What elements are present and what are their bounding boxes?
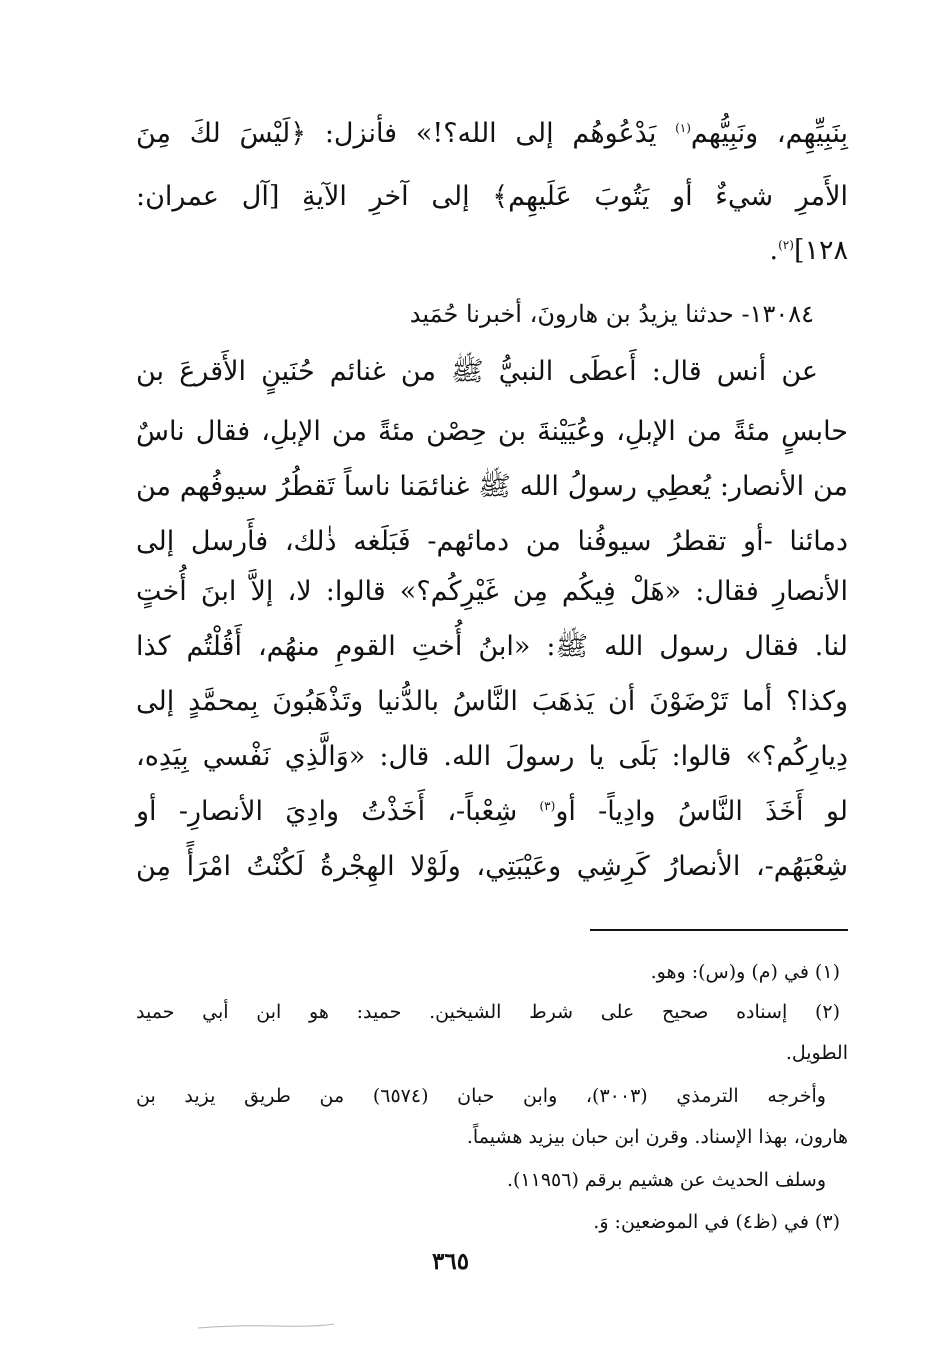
line-end-period: . [769,235,779,266]
hadith-line-6: لنا. فقال رسول الله ﷺ: «ابنُ أُختِ القومِ منهُم، أَقُلْتُم كذا [136,631,848,662]
body-line-1 [136,120,848,147]
hadith-line-9-part-a: لو أَخَذَ النَّاسُ وادِياً- أو [555,796,848,827]
hadith-line-7: وكذا؟ أما تَرْضَوْنَ أن يَذهَبَ النَّاسُ بالدُّنيا وتَذْهَبُونَ بِمحمَّدٍ إلى [136,686,848,717]
footnote-ref-2: (٢) [778,238,794,252]
body-line-1-text: بِنَبِيِّهِم، ونَبِيُّهم [690,118,848,149]
footnote-2-continued: الطويل. [785,1042,848,1064]
verse-reference: ١٢٨] [793,235,848,266]
hadith-line-2: حابسٍ مئةً من الإبلِ، وعُيَيْنةَ بن حِصْن مئةً من الإبلِ، فقال ناسٌ [136,416,848,447]
body-line-2: الأَمرِ شيءٌ أو يَتُوبَ عَلَيهِم﴾ إلى آخرِ الآيةِ [آل عمران: [136,181,848,212]
footnote-1: (١) في (م) و(س): وهو. [650,961,840,983]
body-line-1-rest: يَدْعُوهُم إلى الله؟!» فأنزل: ﴿لَيْسَ لكَ مِنَ [136,118,676,149]
footnote-ref-3: (٣) [539,799,556,813]
hadith-line-5: الأنصارِ فقال: «هَلْ فِيكُم مِن غَيْرِكُم؟» قالوا: لا، إلاَّ ابنَ أُختٍ [136,576,848,607]
hadith-line-8: دِيارِكُم؟» قالوا: بَلَى يا رسولَ الله. قال: «وَالَّذِي نَفْسي بِيَدِه، [136,741,848,772]
footnote-3: (٣) في (ظ٤) في الموضعين: وَ. [593,1211,840,1233]
footnote-2-cross-reference: وسلف الحديث عن هشيم برقم (١١٩٥٦). [506,1169,826,1191]
body-line-3 [136,237,848,264]
hadith-line-9 [136,798,848,825]
footnote-2: (٢) إسناده صحيح على شرط الشيخين. حميد: هو ابن أبي حميد [136,1001,840,1023]
page-number: ٣٦٥ [432,1248,470,1275]
hadith-line-3: من الأنصار: يُعطِي رسولُ الله ﷺ غنائمَنا ناساً تَقطُرُ سيوفُهم من [136,471,848,502]
scan-stray-mark [196,1322,336,1330]
footnote-ref-1: (١) [675,121,691,135]
hadith-line-9-part-b: شِعْباً-، أَخَذْتُ وادِيَ الأنصارِ- أو [136,796,540,827]
hadith-line-4: دمائنا -أو تقطرُ سيوفُنا من دمائهم- فَبَلَغه ذٰلك، فأَرسل إلى [136,526,848,557]
footnote-2-takhrij-continued: هارون، بهذا الإسناد. وقرن ابن حبان بيزيد هشيماً. [466,1126,848,1148]
footnote-2-takhrij: وأخرجه الترمذي (٣٠٠٣)، وابن حبان (٦٥٧٤) من طريق يزيد بن [136,1085,826,1107]
hadith-line-1: عن أنس قال: أَعطَى النبيُّ ﷺ من غنائم حُنَينٍ الأَقرعَ بن [136,356,818,387]
hadith-heading: ١٣٠٨٤- حدثنا يزيدُ بن هارونَ، أخبرنا حُمَيد [409,300,814,328]
footnote-divider [590,929,848,931]
hadith-line-10: شِعْبَهُم-، الأنصارُ كَرِشِي وعَيْبَتِي، ولَوْلا الهِجْرةُ لَكُنْتُ امْرَأً مِن [136,851,848,882]
